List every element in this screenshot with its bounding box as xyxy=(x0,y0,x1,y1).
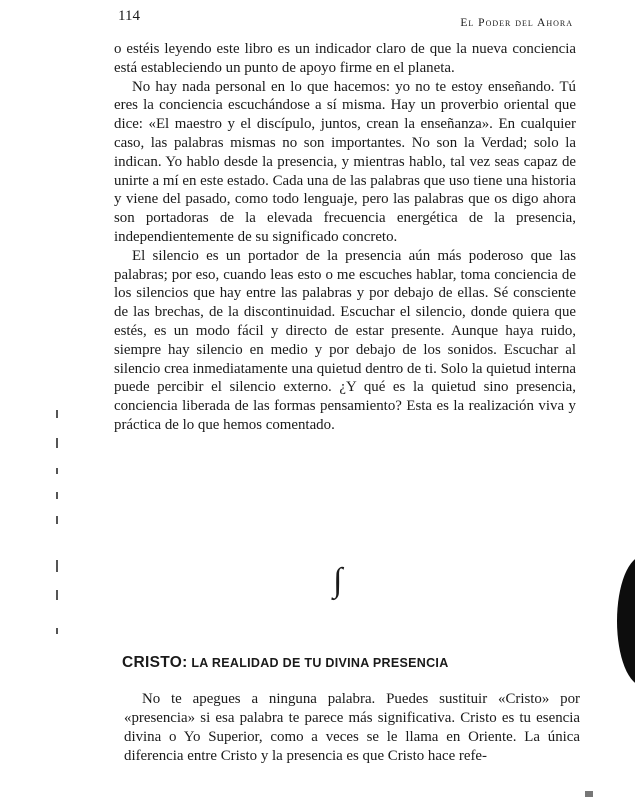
section-heading-title: LA REALIDAD DE TU DIVINA PRESENCIA xyxy=(191,656,449,670)
margin-mark xyxy=(56,628,58,634)
paragraph-2: No hay nada personal en lo que hacemos: yo no te estoy enseñando. Tú eres la conciencia escuchándose a sí misma. Hay un proverbio oriental que dice: «El maestro y el discípulo, juntos, crean la enseñanza». En cualquier caso, las palabras mismas no son importantes. No son la Verdad; solo la indican. Yo hablo desde la presencia, y mientras hablo, tal vez seas capaz de unirte a mí en este estado. Cada una de las palabras que uso tiene una historia y viene del pasado, como todo lenguaje, pero las palabras que os digo ahora son portadoras de la elevada frecuencia energética de la presencia, independientemente de su significado concreto. xyxy=(114,78,576,245)
section-paragraph-1: No te apegues a ninguna palabra. Puedes sustituir «Cristo» por «presencia» si esa palabra te parece más significativa. Cristo es tu esencia divina o Yo Superior, como a veces se le llama en Oriente. La única diferencia entre Cristo y la presencia es que Cristo hace refe- xyxy=(124,691,580,764)
body-text xyxy=(114,40,576,435)
margin-mark xyxy=(56,438,58,448)
running-head: El Poder del Ahora xyxy=(460,17,573,29)
margin-mark xyxy=(56,590,58,600)
margin-mark xyxy=(56,560,58,572)
margin-mark xyxy=(56,492,58,499)
section-text xyxy=(124,690,580,766)
margin-mark xyxy=(56,516,58,524)
page-number: 114 xyxy=(118,8,140,24)
paragraph-3: El silencio es un portador de la presencia aún más poderoso que las palabras; por eso, cuando leas esto o me escuches hablar, toma conciencia de los silencios que hay entre las palabras y por debajo de ellas. Sé consciente de las brechas, de la discontinuidad. Escuchar el silencio, donde quiera que estés, es un modo fácil y directo de estar presente. Aunque haya ruido, siempre hay silencio en medio y por debajo de los sonidos. Escuchar al silencio crea inmediatamente una quietud dentro de ti. Solo la quietud interna puede percibir el silencio externo. ¿Y qué es la quietud sino presencia, conciencia liberada de las formas pensamiento? Esta es la realización viva y práctica de lo que hemos comentado. xyxy=(114,247,576,433)
paragraph-1: o estéis leyendo este libro es un indicador claro de que la nueva conciencia está estableciendo un punto de apoyo firme en el planeta. xyxy=(114,41,576,76)
margin-mark xyxy=(56,468,58,474)
page-edge-shadow xyxy=(617,556,635,686)
corner-mark xyxy=(585,791,593,797)
section-heading-prefix: CRISTO: xyxy=(122,654,188,671)
section-heading xyxy=(122,654,449,672)
section-ornament: ∫ xyxy=(333,562,343,599)
margin-mark xyxy=(56,410,58,418)
